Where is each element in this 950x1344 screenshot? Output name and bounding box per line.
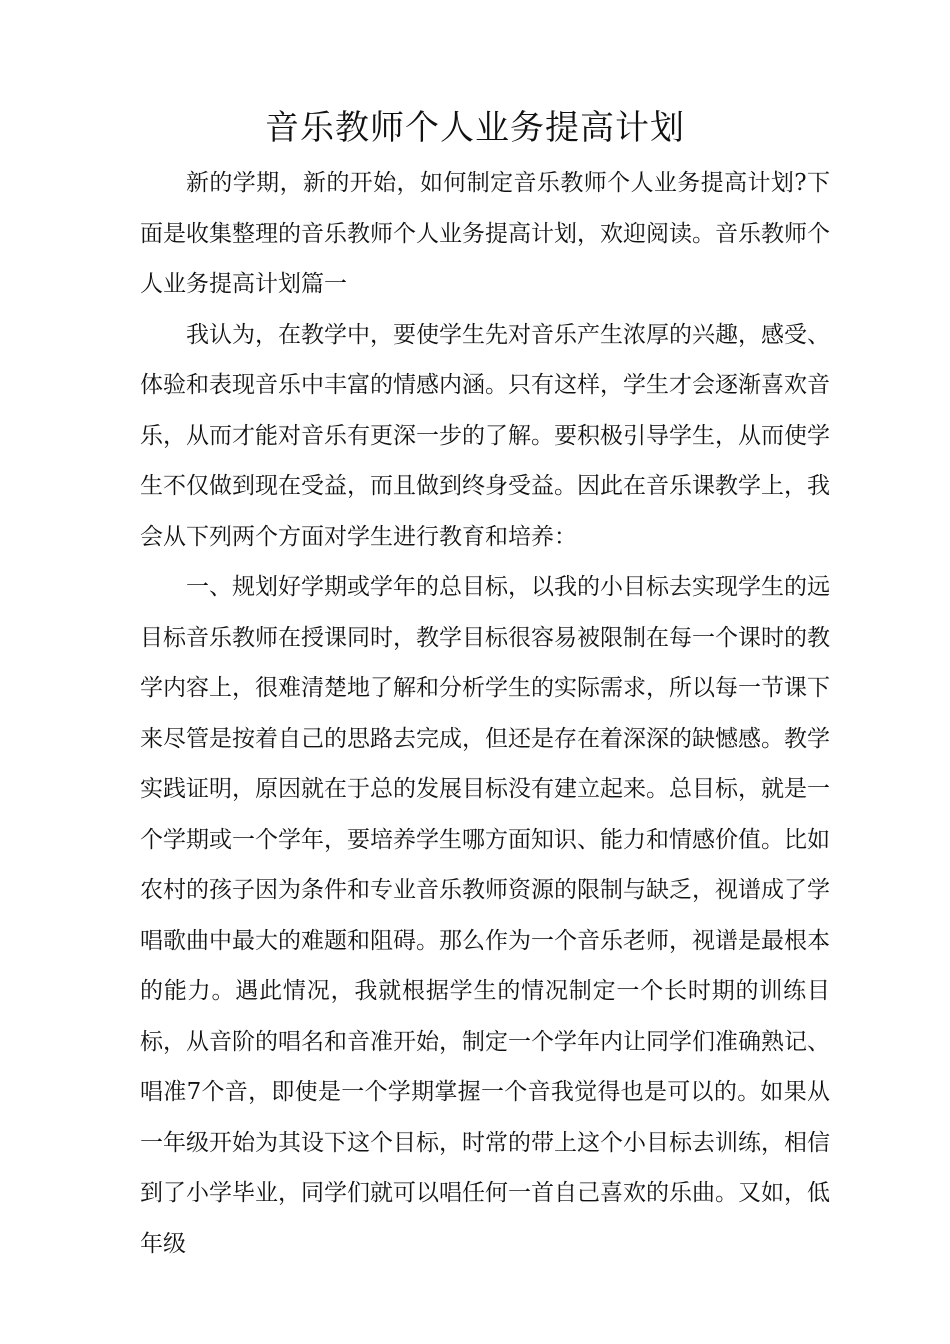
paragraph-intro: 新的学期，新的开始，如何制定音乐教师个人业务提高计划?下面是收集整理的音乐教师个人业务提高计划，欢迎阅读。音乐教师个人业务提高计划篇一 xyxy=(140,170,830,297)
document-title: 音乐教师个人业务提高计划 xyxy=(265,108,685,148)
document-body xyxy=(140,158,830,1269)
paragraph-opinion: 我认为，在教学中，要使学生先对音乐产生浓厚的兴趣，感受、体验和表现音乐中丰富的情感内涵。只有这样，学生才会逐渐喜欢音乐，从而才能对音乐有更深一步的了解。要积极引导学生，从而使学生不仅做到现在受益，而且做到终身受益。因此在音乐课教学上，我会从下列两个方面对学生进行教育和培养： xyxy=(140,321,830,550)
paragraph-section-one: 一、规划好学期或学年的总目标，以我的小目标去实现学生的远目标音乐教师在授课同时，教学目标很容易被限制在每一个课时的教学内容上，很难清楚地了解和分析学生的实际需求，所以每一节课下来尽管是按着自己的思路去完成，但还是存在着深深的缺憾感。教学实践证明，原因就在于总的发展目标没有建立起来。总目标，就是一个学期或一个学年，要培养学生哪方面知识、能力和情感价值。比如农村的孩子因为条件和专业音乐教师资源的限制与缺乏，视谱成了学唱歌曲中最大的难题和阻碍。那么作为一个音乐老师，视谱是最根本的能力。遇此情况，我就根据学生的情况制定一个长时期的训练目标，从音阶的唱名和音准开始，制定一个学年内让同学们准确熟记、唱准7个音，即使是一个学期掌握一个音我觉得也是可以的。如果从一年级开始为其设下这个目标，时常的带上这个小目标去训练，相信到了小学毕业，同学们就可以唱任何一首自己喜欢的乐曲。又如，低年级 xyxy=(140,574,830,1257)
